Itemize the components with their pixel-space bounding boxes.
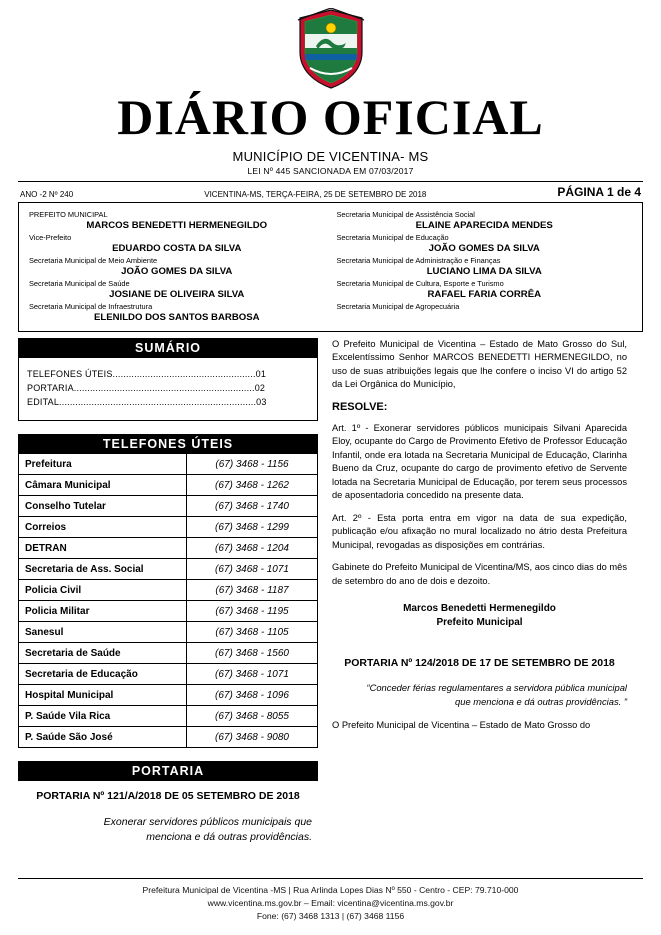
phone-number: (67) 3468 - 1262 — [187, 475, 318, 496]
table-row — [19, 454, 317, 475]
official-role: Secretaria Municipal de Agropecuária — [336, 302, 460, 311]
table-row — [19, 559, 317, 580]
phone-number: (67) 3468 - 1195 — [187, 601, 318, 622]
article-2: Art. 2º - Esta porta entra em vigor na data de sua expedição, publicação e/ou afixação no mural localizado no átrio desta Prefeitura Municipal, revogadas as disposições em contrárias. — [332, 512, 627, 550]
officials-left-column — [23, 208, 331, 325]
table-row — [19, 475, 317, 496]
officials-right-column — [331, 208, 639, 325]
official-role: Secretaria Municipal de Educação — [336, 233, 449, 242]
page-title: DIÁRIO OFICIAL — [117, 89, 544, 145]
phone-number: (67) 3468 - 1560 — [187, 643, 318, 664]
table-row — [19, 706, 317, 727]
phone-name: P. Saúde São José — [19, 727, 187, 748]
official-role: Secretaria Municipal de Meio Ambiente — [29, 256, 158, 265]
table-row — [19, 685, 317, 706]
phone-name: Prefeitura — [25, 458, 72, 470]
phone-number: (67) 3468 - 1187 — [187, 580, 318, 601]
page-number: PÁGINA 1 de 4 — [557, 185, 641, 199]
table-row — [19, 664, 317, 685]
issue-info-row — [18, 182, 643, 202]
official-name: ELENILDO DOS SANTOS BARBOSA — [93, 312, 260, 323]
table-row — [19, 622, 317, 643]
portaria-summary: Exonerar servidores públicos municipais que menciona e dá outras providências. — [103, 816, 312, 844]
phone-name: Correios — [19, 517, 187, 538]
phone-number: (67) 3468 - 1105 — [187, 622, 318, 643]
official-role: Secretaria Municipal de Cultura, Esporte e Turismo — [336, 279, 504, 288]
body-columns — [18, 338, 643, 846]
portaria-124-intro: O Prefeito Municipal de Vicentina – Estado de Mato Grosso do — [332, 719, 591, 730]
phone-number: (67) 3468 - 9080 — [187, 727, 318, 748]
summary-header: SUMÁRIO — [18, 338, 318, 358]
official-name: LUCIANO LIMA DA SILVA — [426, 266, 542, 277]
official-role: Vice-Prefeito — [29, 233, 72, 242]
official-name: ELAINE APARECIDA MENDES — [415, 220, 553, 231]
official-role: Secretaria Municipal de Administração e Finanças — [336, 256, 501, 265]
law-line: LEI Nº 445 SANCIONADA EM 07/03/2017 — [247, 166, 414, 176]
gabinete-text: Gabinete do Prefeito Municipal de Vicentina/MS, aos cinco dias do mês de setembro do ano de dois e dezoito. — [332, 562, 627, 586]
phone-number: (67) 3468 - 1204 — [187, 538, 318, 559]
masthead — [18, 8, 643, 176]
spacer — [18, 421, 318, 434]
phone-number: (67) 3468 - 1071 — [187, 664, 318, 685]
left-column — [18, 338, 318, 846]
phones-table — [19, 454, 317, 747]
resolve-label: RESOLVE: — [332, 400, 388, 413]
issue-date: VICENTINA-MS, TERÇA-FEIRA, 25 DE SETEMBRO DE 2018 — [204, 190, 427, 199]
table-row — [19, 643, 317, 664]
phone-name: Sanesul — [19, 622, 187, 643]
phone-number: (67) 3468 - 1740 — [187, 496, 318, 517]
official-name: MARCOS BENEDETTI HERMENEGILDO — [86, 220, 268, 231]
phone-name: Câmara Municipal — [19, 475, 187, 496]
phone-name: Secretaria de Saúde — [19, 643, 187, 664]
officials-box — [18, 202, 643, 332]
phone-name: Policia Civil — [19, 580, 187, 601]
phone-number: (67) 3468 - 1096 — [187, 685, 318, 706]
footer-address: Prefeitura Municipal de Vicentina -MS | Rua Arlinda Lopes Dias Nº 550 - Centro - CEP: 79.710-000 — [142, 885, 519, 896]
table-row — [19, 727, 317, 748]
official-role: PREFEITO MUNICIPAL — [29, 210, 108, 219]
official-name: JOÃO GOMES DA SILVA — [428, 243, 540, 254]
portaria-header: PORTARIA — [18, 761, 318, 781]
portaria-number: PORTARIA Nº 121/A/2018 DE 05 SETEMBRO DE 2018 — [36, 790, 300, 802]
footer-web-email[interactable]: www.vicentina.ms.gov.br – Email: vicentina@vicentina.ms.gov.br — [207, 898, 454, 909]
table-row — [19, 538, 317, 559]
summary-item[interactable]: EDITAL.........................................................................03 — [27, 397, 267, 407]
official-role: Secretaria Municipal de Saúde — [29, 279, 130, 288]
phone-number: (67) 3468 - 8055 — [187, 706, 318, 727]
summary-item[interactable]: PORTARIA...................................................................02 — [27, 383, 266, 393]
decree-intro: O Prefeito Municipal de Vicentina – Estado de Mato Grosso do Sul, Excelentíssimo Senhor MARCOS BENEDETTI HERMENEGILDO, no uso de suas atribuições legais que lhe confere o inciso VI do artigo 52 da Lei Orgânica do Município, — [332, 339, 627, 390]
phones-header: TELEFONES ÚTEIS — [18, 434, 318, 454]
official-role: Secretaria Municipal de Infraestrutura — [29, 302, 153, 311]
signature-role: Prefeito Municipal — [436, 617, 523, 629]
summary-box — [18, 358, 318, 421]
portaria-124-number: PORTARIA Nº 124/2018 DE 17 DE SETEMBRO DE 2018 — [344, 657, 615, 670]
issue-number: ANO -2 Nº 240 — [20, 190, 74, 199]
phone-name: Policia Militar — [19, 601, 187, 622]
phone-name: P. Saúde Vila Rica — [19, 706, 187, 727]
page-footer — [18, 878, 643, 923]
signature-name: Marcos Benedetti Hermenegildo — [403, 603, 556, 615]
article-1: Art. 1º - Exonerar servidores públicos municipais Silvani Aparecida Eloy, ocupante do Cargo de Provimento Efetivo de Professor Educação Infantil, onde era lotada na Secretaria Municipal de Educação, Clarinha Bueno da Cruz, ocupante do cargo de provimento efetivo de Servente lotada na Secretaria Municipal de Educação, por terem seus processos de aposentadoria concedido na presente data. — [332, 422, 627, 501]
spacer — [18, 748, 318, 761]
table-row — [19, 517, 317, 538]
official-name: EDUARDO COSTA DA SILVA — [112, 243, 242, 254]
phones-table-wrapper — [18, 454, 318, 748]
municipality-subtitle: MUNICÍPIO DE VICENTINA- MS — [232, 149, 429, 164]
table-row — [19, 580, 317, 601]
summary-item[interactable]: TELEFONES ÚTEIS.....................................................01 — [27, 369, 267, 379]
phone-name: Conselho Tutelar — [19, 496, 187, 517]
phone-name: Hospital Municipal — [19, 685, 187, 706]
official-name: JOSIANE DE OLIVEIRA SILVA — [109, 289, 245, 300]
portaria-124-summary: “Conceder férias regulamentares a servidora pública municipal que menciona e dá outras providências. ” — [366, 681, 627, 707]
coat-of-arms-icon — [296, 8, 366, 90]
table-row — [19, 601, 317, 622]
phone-number: (67) 3468 - 1071 — [187, 559, 318, 580]
phone-name: DETRAN — [19, 538, 187, 559]
document-page — [18, 8, 643, 923]
footer-phone: Fone: (67) 3468 1313 | (67) 3468 1156 — [256, 911, 405, 922]
official-role: Secretaria Municipal de Assistência Social — [336, 210, 475, 219]
phone-number: (67) 3468 - 1156 — [187, 454, 318, 475]
phone-number: (67) 3468 - 1299 — [187, 517, 318, 538]
right-column — [332, 338, 627, 846]
phone-name: Secretaria de Educação — [19, 664, 187, 685]
phone-name: Secretaria de Ass. Social — [19, 559, 187, 580]
official-name: JOÃO GOMES DA SILVA — [121, 266, 233, 277]
table-row — [19, 496, 317, 517]
official-name: RAFAEL FARIA CORRÊA — [427, 289, 542, 300]
